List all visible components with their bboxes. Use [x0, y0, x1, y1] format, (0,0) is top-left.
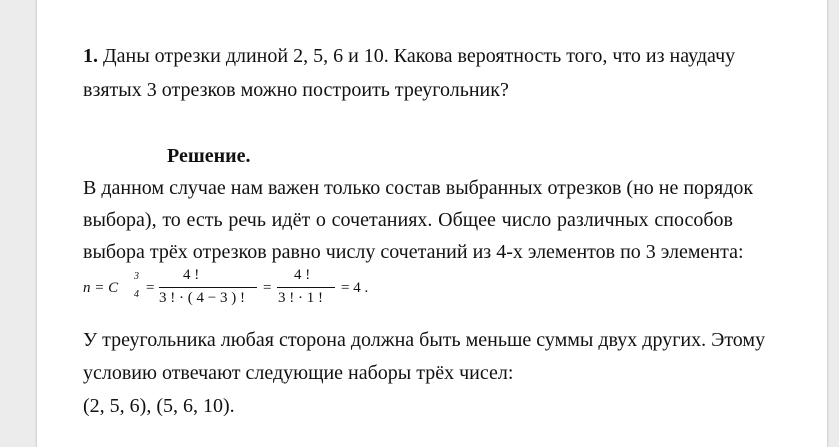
solution-para1-line2: выбора), то есть речь идёт о сочетаниях. Общее число различных способов [83, 209, 733, 231]
formula-den1: 3 ! · ( 4 − 3 ) ! [159, 290, 245, 306]
combination-formula [83, 265, 383, 315]
solution-para2-line2: условию отвечают следующие наборы трёх чисел: [83, 362, 514, 384]
solution-para2-line1: У треугольника любая сторона должна быть меньше суммы двух других. Этому [83, 329, 766, 351]
formula-num1: 4 ! [183, 267, 200, 283]
problem-line-1 [83, 44, 736, 68]
formula-fraction-bar-1 [159, 287, 257, 288]
formula-num2: 4 ! [294, 267, 311, 283]
solution-heading: Решение. [167, 145, 251, 167]
problem-text-1: Даны отрезки длиной 2, 5, 6 и 10. Какова вероятность того, что из наудачу [103, 45, 736, 67]
problem-line-2: взятых 3 отрезков можно построить треугольник? [83, 79, 509, 101]
formula-den2: 3 ! · 1 ! [278, 290, 323, 306]
formula-fraction-bar-2 [277, 287, 335, 288]
formula-sub: 4 [134, 289, 139, 300]
formula-eq1: = [146, 280, 155, 296]
formula-lhs: n = C [83, 280, 119, 296]
formula-result: = 4 . [341, 280, 369, 296]
solution-para1-line1: В данном случае нам важен только состав выбранных отрезков (но не порядок [83, 177, 754, 199]
formula-sup: 3 [134, 271, 139, 282]
solution-para2-line3: (2, 5, 6), (5, 6, 10). [83, 395, 235, 417]
solution-para1-line3: выбора трёх отрезков равно числу сочетаний из 4-х элементов по 3 элемента: [83, 241, 744, 263]
formula-eq2: = [263, 280, 272, 296]
problem-number: 1. [83, 45, 98, 67]
